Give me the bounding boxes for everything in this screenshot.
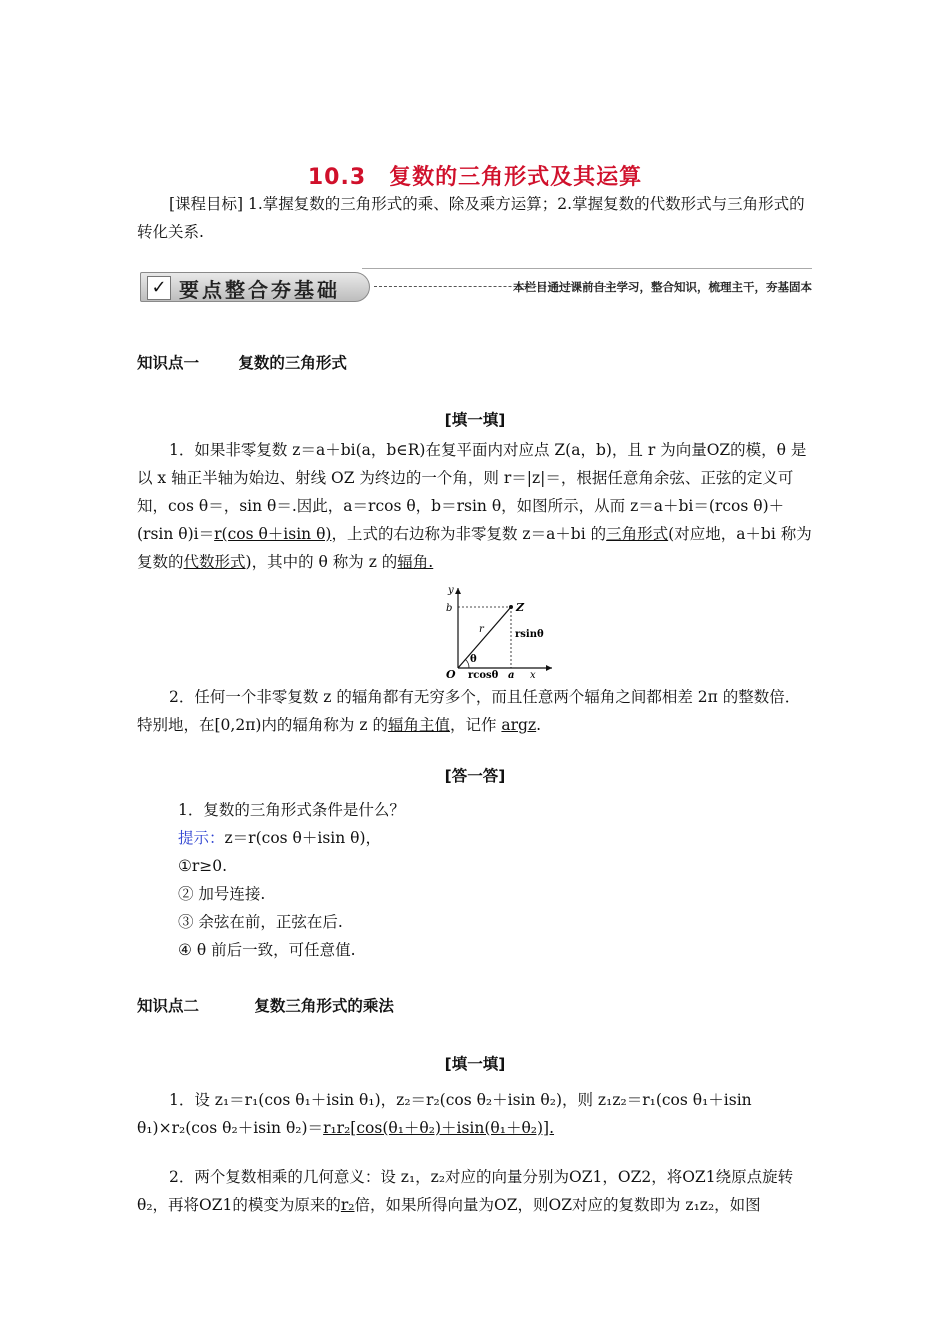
label-x: x [530,670,536,680]
banner-label: 要点整合夯基础 [179,278,340,302]
label-z: Z [516,601,525,614]
p2-text-b: ，记作 [449,716,502,734]
vector-oz [458,607,511,668]
section1-heading [137,351,347,373]
hint-text: z＝r(cos θ＋isin θ)， [224,829,382,847]
section2-paragraph1 [137,1086,815,1142]
label-y: y [448,585,454,596]
hint-label: 提示： [178,829,225,847]
condition-4: ④ θ 前后一致，可任意值. [178,941,356,959]
p1-underline-3: 代数形式 [183,553,246,571]
y-axis-arrow [455,588,461,594]
m1-underline: r₁r₂[cos(θ₁＋θ₂)＋isin(θ₁＋θ₂)]. [323,1119,555,1137]
condition-3: ③ 余弦在前，正弦在后. [178,913,343,931]
label-b: b [446,603,453,614]
angle-arc [466,660,470,669]
section1-answer-title: [答一答] [444,767,506,785]
section1-fill-title: [填一填] [444,411,506,429]
section2-heading [137,994,394,1016]
qa-block [178,796,818,964]
section2-title: 复数三角形式的乘法 [254,997,394,1015]
x-axis-arrow [546,665,552,671]
label-o: O [446,668,456,680]
condition-2: ② 加号连接. [178,885,266,903]
page-title: 10.3 复数的三角形式及其运算 [307,165,643,190]
condition-1: ①r≥0. [178,857,228,875]
p1-underline-1: r(cos θ＋isin θ) [214,525,332,543]
banner-note: 本栏目通过课前自主学习，整合知识，梳理主干，夯基固本 [513,280,812,294]
p1-text-c: (对应地，a＋bi 称为复数的 [137,525,812,571]
p1-underline-2: 三角形式 [606,525,669,543]
section-banner [140,268,812,304]
section1-paragraph1 [137,436,815,576]
section2-fill-title: [填一填] [444,1055,506,1073]
label-theta: θ [470,654,477,665]
course-objective: [课程目标] 1.掌握复数的三角形式的乘、除及乘方运算；2.掌握复数的代数形式与三角形式的转化关系. [137,195,805,241]
p2-text-a: 2．任何一个非零复数 z 的辐角都有无穷多个，而且任意两个辐角之间都相差 2π 的整数倍．特别地，在[0,2π)内的辐角称为 z 的 [137,688,801,734]
p2-underline-1: 辐角主值 [387,716,450,734]
p1-text-a: 1．如果非零复数 z＝a＋bi(a，b∈R)在复平面内对应点 Z(a，b)，且 r 为向量OZ的模，θ 是以 x 轴正半轴为始边、射线 OZ 为终边的一个角，则 r＝|z|＝，根据任意角余弦、正弦的定义可知，cos θ＝，sin θ＝.因此，a＝rcos θ，b＝rsin θ，如图所示，从而 z＝a＋bi＝(rcos θ)＋(rsin θ)i＝ [137,441,807,543]
m2-text-b: 倍，如果所得向量为OZ，则OZ对应的复数即为 z₁z₂，如图 [354,1196,761,1214]
section1-paragraph2 [137,683,815,739]
label-a: a [508,670,515,680]
question-1: 1．复数的三角形式条件是什么？ [178,801,405,819]
p1-text-b: ，上式的右边称为非零复数 z＝a＋bi 的 [331,525,607,543]
m2-underline: r₂ [340,1196,355,1214]
m2-text-a: 2．两个复数相乘的几何意义：设 z₁，z₂对应的向量分别为OZ1，OZ2，将OZ1绕原点旋转 θ₂，再将OZ1的模变为原来的 [137,1168,794,1214]
label-rsin: rsinθ [515,629,544,640]
section2-paragraph2 [137,1163,815,1219]
hint-line [178,824,818,852]
complex-plane-diagram [438,582,558,680]
section2-number: 知识点二 [137,997,200,1015]
section1-number: 知识点一 [137,354,200,372]
p1-text-d: )，其中的 θ 称为 z 的 [245,553,398,571]
p2-underline-2: argz [501,716,537,734]
banner-divider [362,268,812,269]
label-r: r [479,624,484,635]
label-rcos: rcosθ [468,670,499,680]
banner-label-box [140,272,370,302]
check-icon: ✓ [147,276,171,300]
p1-underline-4: 辐角. [397,553,434,571]
p2-text-c: . [536,716,542,734]
section1-title: 复数的三角形式 [238,354,347,372]
point-z [509,605,513,609]
m1-text-a: 1．设 z₁＝r₁(cos θ₁＋isin θ₁)，z₂＝r₂(cos θ₂＋isin θ₂)，则 z₁z₂＝r₁(cos θ₁＋isin θ₁)×r₂(cos θ₂＋isin θ₂)＝ [137,1091,752,1137]
